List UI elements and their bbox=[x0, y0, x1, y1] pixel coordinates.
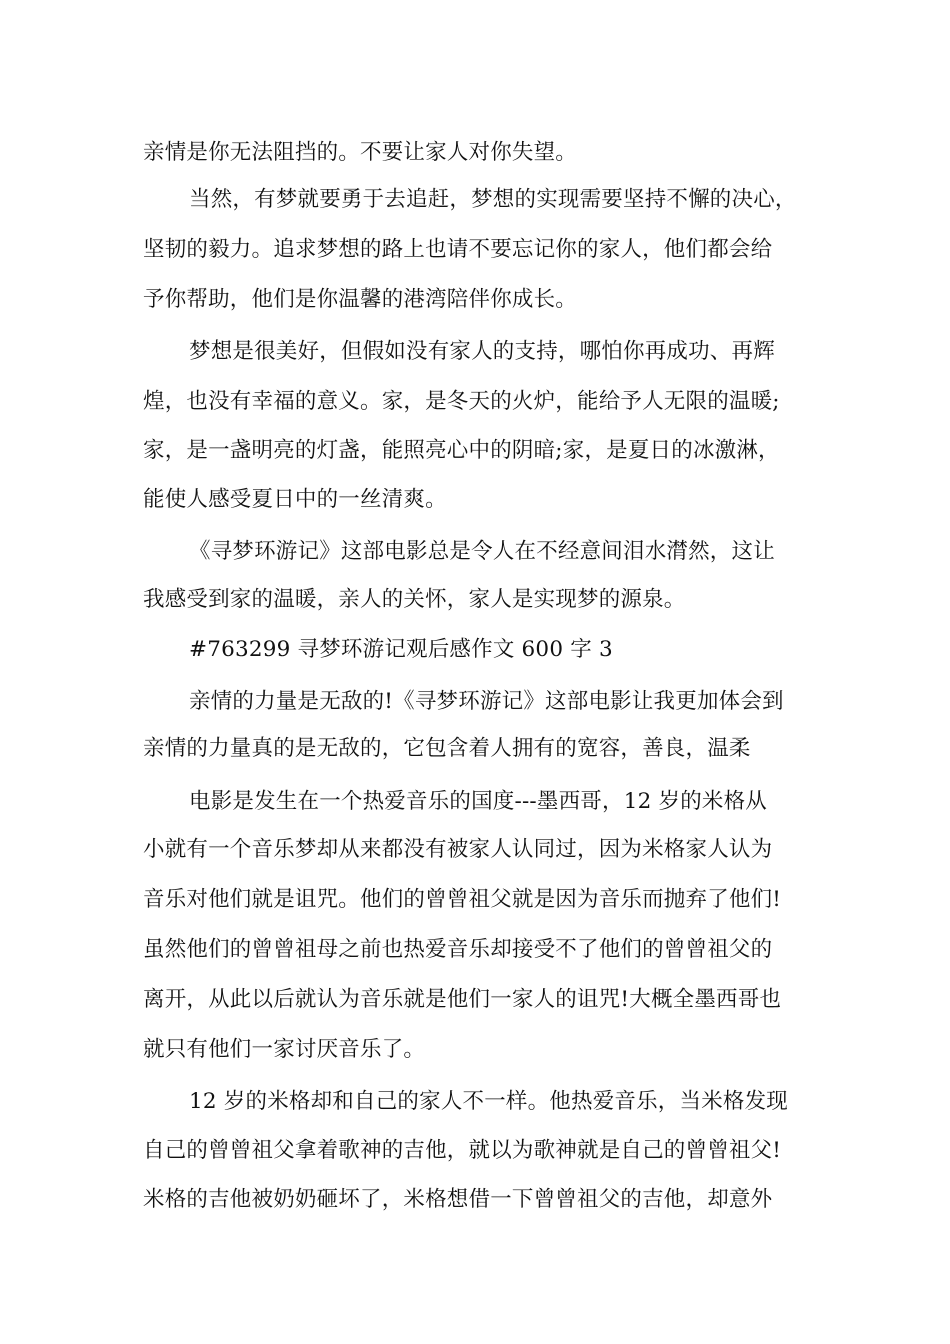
text-line: 米格的吉他被奶奶砸坏了，米格想借一下曾曾祖父的吉他，却意外 bbox=[143, 1187, 773, 1212]
text-line: 亲情的力量真的是无敌的，它包含着人拥有的宽容，善良，温柔 bbox=[143, 736, 751, 761]
text-line: 煌，也没有幸福的意义。家，是冬天的火炉，能给予人无限的温暖; bbox=[143, 389, 780, 414]
text-line: 就只有他们一家讨厌音乐了。 bbox=[143, 1037, 426, 1062]
text-line: 小就有一个音乐梦却从来都没有被家人认同过，因为米格家人认为 bbox=[143, 837, 773, 862]
text-line: 坚韧的毅力。追求梦想的路上也请不要忘记你的家人，他们都会给 bbox=[143, 237, 773, 262]
text-line: 家，是一盏明亮的灯盏，能照亮心中的阴暗;家，是夏日的冰激淋， bbox=[143, 438, 780, 463]
section-heading: #763299 寻梦环游记观后感作文 600 字 3 bbox=[189, 637, 613, 662]
paragraph-start-line: 12 岁的米格却和自己的家人不一样。他热爱音乐，当米格发现 bbox=[189, 1089, 788, 1114]
paragraph-start-line: 《寻梦环游记》这部电影总是令人在不经意间泪水潸然，这让 bbox=[189, 539, 775, 564]
text-line: 亲情是你无法阻挡的。不要让家人对你失望。 bbox=[143, 140, 578, 165]
text-line: 音乐对他们就是诅咒。他们的曾曾祖父就是因为音乐而抛弃了他们! bbox=[143, 887, 782, 912]
paragraph-start-line: 电影是发生在一个热爱音乐的国度---墨西哥，12 岁的米格从 bbox=[189, 789, 767, 814]
text-line: 能使人感受夏日中的一丝清爽。 bbox=[143, 487, 447, 512]
text-line: 离开，从此以后就认为音乐就是他们一家人的诅咒!大概全墨西哥也 bbox=[143, 987, 782, 1012]
paragraph-start-line: 亲情的力量是无敌的!《寻梦环游记》这部电影让我更加体会到 bbox=[189, 689, 784, 714]
text-line: 予你帮助，他们是你温馨的港湾陪伴你成长。 bbox=[143, 287, 578, 312]
text-line: 我感受到家的温暖，亲人的关怀，家人是实现梦的源泉。 bbox=[143, 587, 686, 612]
paragraph-start-line: 当然，有梦就要勇于去追赶，梦想的实现需要坚持不懈的决心， bbox=[189, 187, 797, 212]
text-line: 虽然他们的曾曾祖母之前也热爱音乐却接受不了他们的曾曾祖父的 bbox=[143, 937, 773, 962]
text-line: 自己的曾曾祖父拿着歌神的吉他，就以为歌神就是自己的曾曾祖父! bbox=[143, 1138, 782, 1163]
paragraph-start-line: 梦想是很美好，但假如没有家人的支持，哪怕你再成功、再辉 bbox=[189, 339, 775, 364]
